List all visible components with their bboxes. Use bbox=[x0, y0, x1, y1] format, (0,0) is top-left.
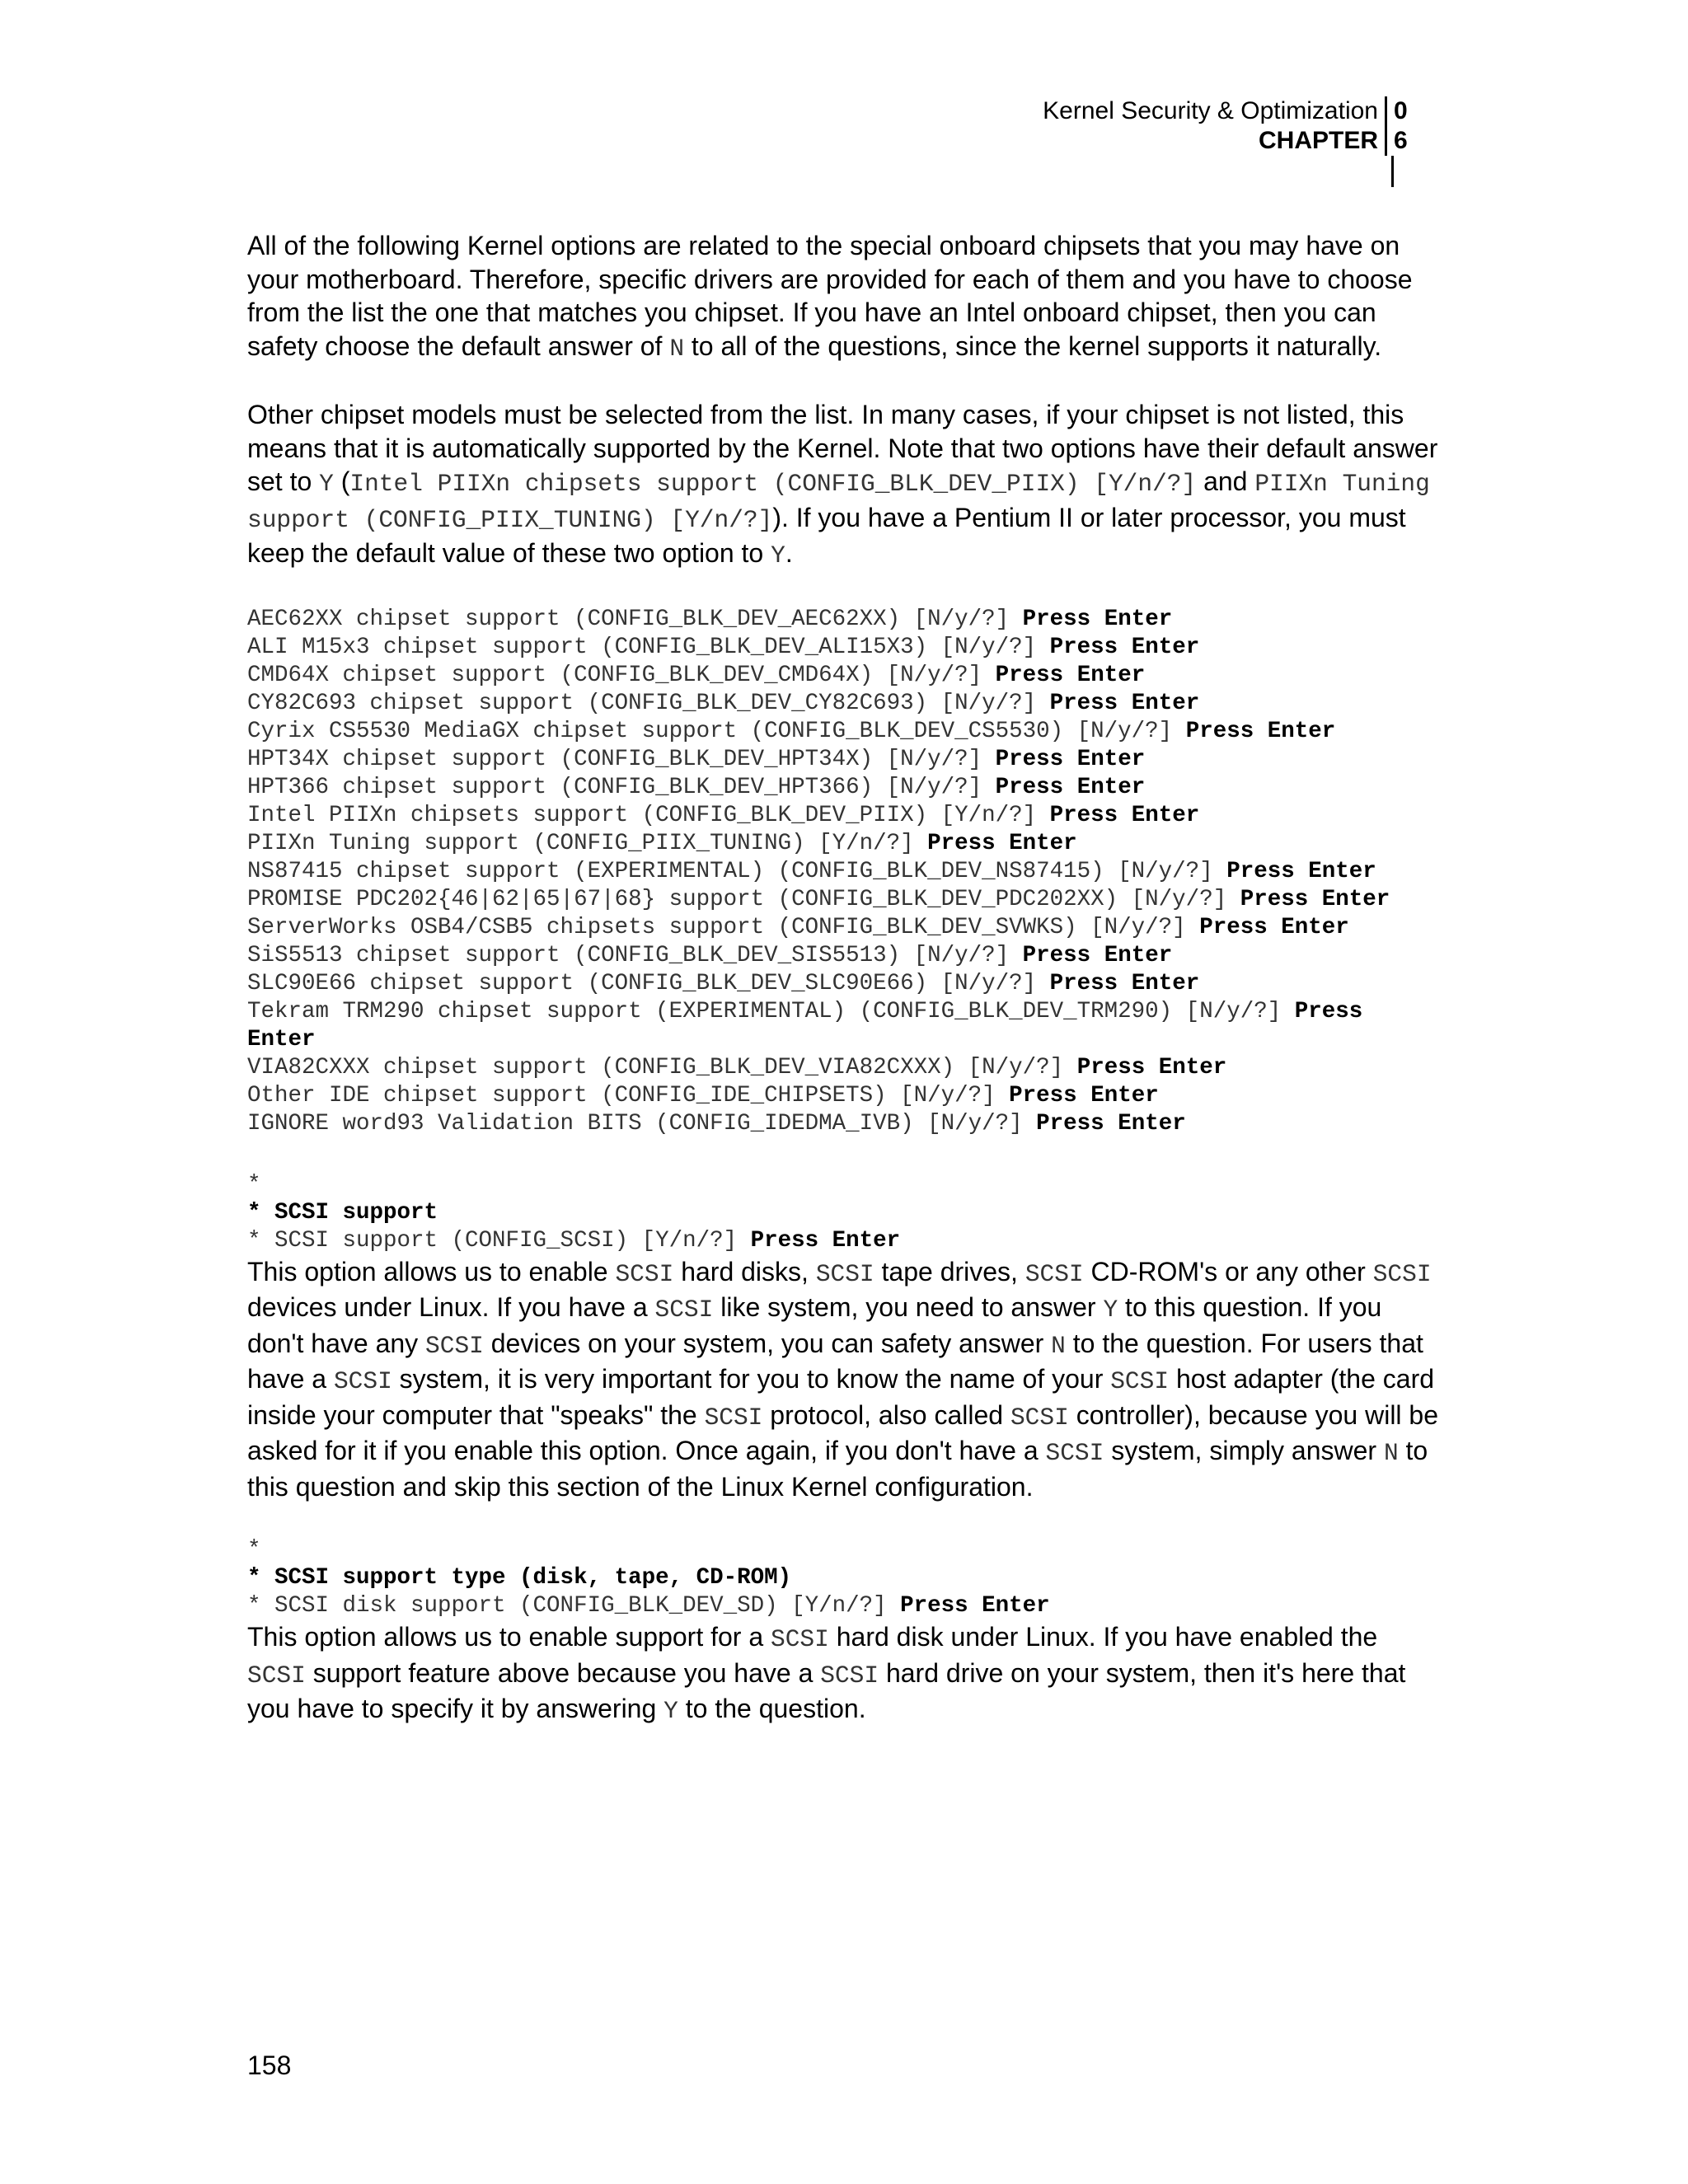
header-chapter-label: CHAPTER bbox=[1258, 127, 1378, 154]
scsi-type-heading: * SCSI support type (disk, tape, CD-ROM) bbox=[247, 1565, 792, 1591]
scsi-description: This option allows us to enable SCSI hard disks, SCSI tape drives, SCSI CD-ROM's or any other SCSI devices under Linux. If you have a SCSI like system, you need to answer Y to this question. If you don't have any SCSI devices on your system, you can safety answer N to the question. For users that have a SCSI system, it is very important for you to know the name of your SCSI host adapter (the card inside your computer that "speaks" the SCSI protocol, also called SCSI controller), because you will be asked for it if you enable this option. Once again, if you don't have a SCSI system, simply answer N to this question and skip this section of the Linux Kernel configuration. bbox=[247, 1256, 1439, 1502]
chipset-option-line: VIA82CXXX chipset support (CONFIG_BLK_DEV_VIA82CXXX) [N/y/?] Press Enter bbox=[247, 1054, 1227, 1080]
section-scsi-support-type bbox=[247, 1536, 1442, 1728]
chipset-option-line: PROMISE PDC202{46|62|65|67|68} support (CONFIG_BLK_DEV_PDC202XX) [N/y/?] Press Enter bbox=[247, 886, 1390, 912]
header-chapter-digit-1: 0 bbox=[1385, 96, 1412, 126]
chipset-option-line: Intel PIIXn chipsets support (CONFIG_BLK_DEV_PIIX) [Y/n/?] Press Enter bbox=[247, 802, 1200, 828]
scsi-disk-description: This option allows us to enable support for a SCSI hard disk under Linux. If you have enabled the SCSI support feature above because you have a SCSI hard drive on your system, then it's here that you have to specify it by answering Y to the question. bbox=[247, 1622, 1406, 1725]
chipset-option-line: AEC62XX chipset support (CONFIG_BLK_DEV_AEC62XX) [N/y/?] Press Enter bbox=[247, 606, 1173, 632]
chipset-option-line: PIIXn Tuning support (CONFIG_PIIX_TUNING) [Y/n/?] Press Enter bbox=[247, 830, 1077, 856]
paragraph-intro: All of the following Kernel options are related to the special onboard chipsets that you may have on your motherboard. Therefore, specific drivers are provided for each of them and you have to choose from the list the one that matches you chipset. If you have an Intel onboard chipset, then you can safety choose the default answer of N to all of the questions, since the kernel supports it naturally. bbox=[247, 231, 1413, 363]
scsi-star: * bbox=[247, 1171, 261, 1197]
code-N: N bbox=[669, 334, 685, 363]
header-chapter-digit-2: 6 bbox=[1385, 126, 1412, 156]
running-header bbox=[1043, 96, 1412, 156]
chipset-option-line: Tekram TRM290 chipset support (EXPERIMENTAL) (CONFIG_BLK_DEV_TRM290) [N/y/?] Press Enter bbox=[247, 998, 1376, 1052]
header-rule bbox=[1391, 156, 1394, 187]
header-title: Kernel Security & Optimization bbox=[1043, 97, 1378, 124]
scsi-type-star: * bbox=[247, 1537, 261, 1563]
chipset-option-line: Cyrix CS5530 MediaGX chipset support (CONFIG_BLK_DEV_CS5530) [N/y/?] Press Enter bbox=[247, 718, 1336, 744]
chipset-option-line: IGNORE word93 Validation BITS (CONFIG_IDEDMA_IVB) [N/y/?] Press Enter bbox=[247, 1110, 1186, 1137]
chipset-option-line: CMD64X chipset support (CONFIG_BLK_DEV_CMD64X) [N/y/?] Press Enter bbox=[247, 662, 1146, 688]
chipset-option-line: SLC90E66 chipset support (CONFIG_BLK_DEV_SLC90E66) [N/y/?] Press Enter bbox=[247, 970, 1200, 996]
chipset-option-list bbox=[247, 606, 1442, 1138]
scsi-disk-option: * SCSI disk support (CONFIG_BLK_DEV_SD) [Y/n/?] Press Enter bbox=[247, 1593, 1050, 1619]
chipset-option-line: NS87415 chipset support (EXPERIMENTAL) (CONFIG_BLK_DEV_NS87415) [N/y/?] Press Enter bbox=[247, 858, 1376, 884]
scsi-option: * SCSI support (CONFIG_SCSI) [Y/n/?] Press Enter bbox=[247, 1227, 901, 1254]
chipset-option-line: ServerWorks OSB4/CSB5 chipsets support (CONFIG_BLK_DEV_SVWKS) [N/y/?] Press Enter bbox=[247, 914, 1349, 940]
chipset-option-line: ALI M15x3 chipset support (CONFIG_BLK_DEV_ALI15X3) [N/y/?] Press Enter bbox=[247, 634, 1200, 660]
page-number: 158 bbox=[247, 2050, 292, 2080]
chipset-option-line: Other IDE chipset support (CONFIG_IDE_CHIPSETS) [N/y/?] Press Enter bbox=[247, 1082, 1159, 1108]
chipset-option-line: SiS5513 chipset support (CONFIG_BLK_DEV_SIS5513) [N/y/?] Press Enter bbox=[247, 942, 1173, 968]
page-content bbox=[247, 229, 1442, 1761]
paragraph-other-chipsets: Other chipset models must be selected from the list. In many cases, if your chipset is not listed, this means that it is automatically supported by the Kernel. Note that two options have their default answer set to Y (Intel PIIXn chipsets support (CONFIG_BLK_DEV_PIIX) [Y/n/?] and PIIXn Tuning support (CONFIG_PIIX_TUNING) [Y/n/?]). If you have a Pentium II or later processor, you must keep the default value of these two option to Y. bbox=[247, 400, 1438, 569]
chipset-option-line: CY82C693 chipset support (CONFIG_BLK_DEV_CY82C693) [N/y/?] Press Enter bbox=[247, 690, 1200, 716]
chipset-option-line: HPT34X chipset support (CONFIG_BLK_DEV_HPT34X) [N/y/?] Press Enter bbox=[247, 746, 1146, 772]
section-scsi-support bbox=[247, 1171, 1442, 1504]
scsi-heading: * SCSI support bbox=[247, 1199, 438, 1226]
chipset-option-line: HPT366 chipset support (CONFIG_BLK_DEV_HPT366) [N/y/?] Press Enter bbox=[247, 774, 1146, 800]
